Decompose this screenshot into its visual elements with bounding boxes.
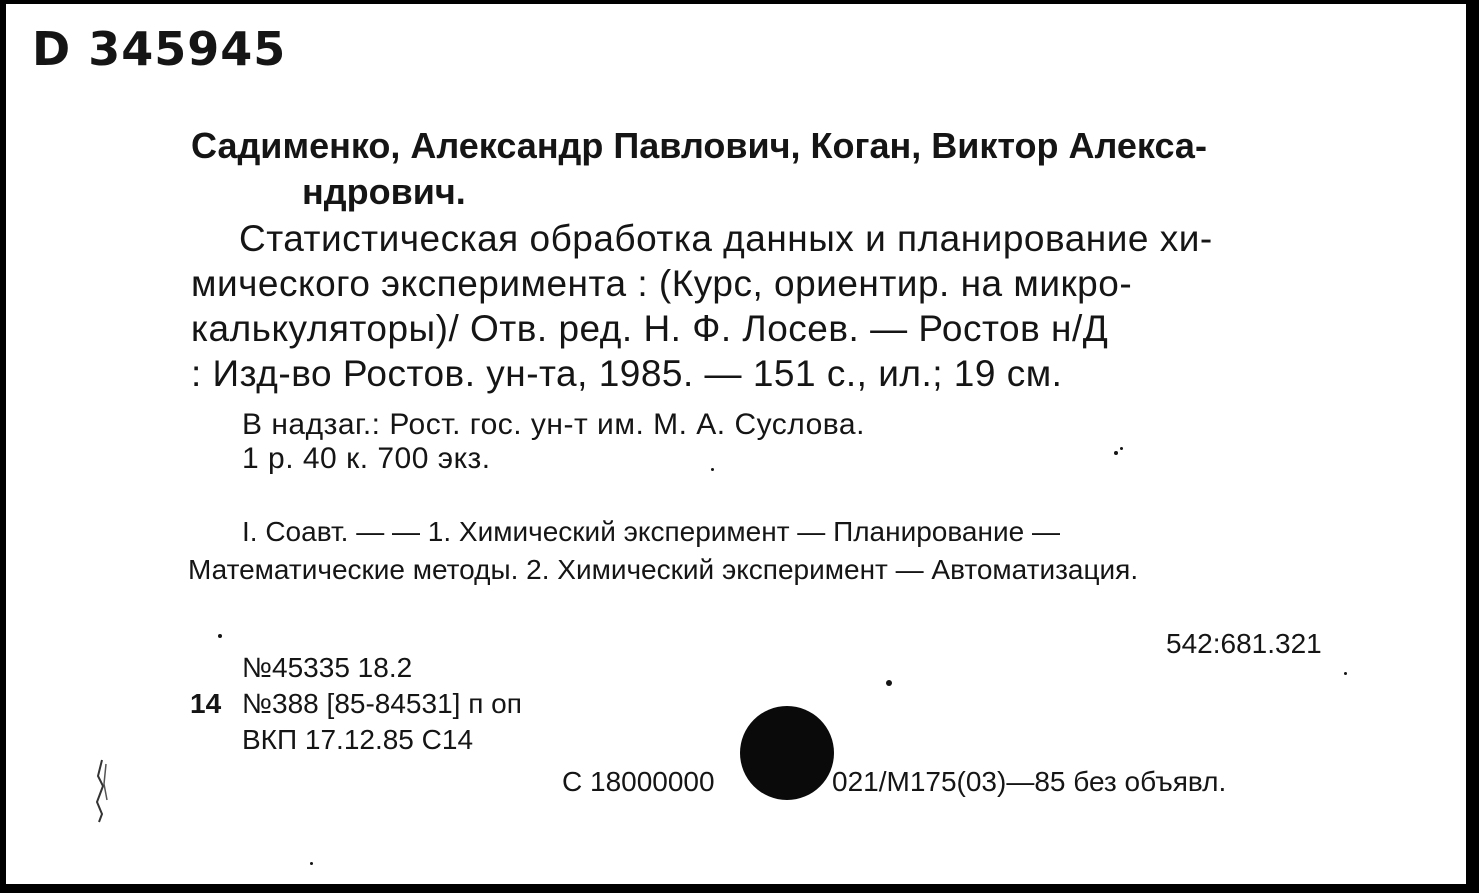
authors-line-2: ндрович. <box>302 171 466 212</box>
catalog-prefix: 14 <box>190 688 222 719</box>
subject-line-2: Математические методы. 2. Химический эксперимент — Автоматизация. <box>188 554 1139 585</box>
speck <box>310 862 313 865</box>
subject-line-1: I. Соавт. — — 1. Химический эксперимент — Планирование — <box>242 516 1060 547</box>
catalog-card <box>6 4 1466 884</box>
catalog-line-1: №45335 18.2 <box>242 652 413 683</box>
title-line-1: Статистическая обработка данных и планирование хи- <box>239 218 1213 259</box>
speck <box>711 468 714 471</box>
shelf-mark: D 345945 <box>32 22 287 76</box>
speck <box>1120 447 1123 450</box>
speck <box>1114 451 1118 455</box>
udc-code: 542:681.321 <box>1166 628 1322 659</box>
speck <box>218 634 222 638</box>
speck <box>886 680 892 686</box>
title-line-2: мического эксперимента : (Курс, ориентир. на микро- <box>191 263 1133 304</box>
title-line-4: : Изд-во Ростов. ун-та, 1985. — 151 с., ил.; 19 см. <box>191 353 1063 394</box>
index-right: 021/М175(03)—85 без объявл. <box>832 766 1227 797</box>
catalog-line-3: ВКП 17.12.85 С14 <box>242 724 474 755</box>
index-left: С 18000000 <box>562 766 715 797</box>
title-line-3: калькуляторы)/ Отв. ред. Н. Ф. Лосев. — Ростов н/Д <box>191 308 1109 349</box>
authors-line-1: Садименко, Александр Павлович, Коган, Виктор Алекса- <box>191 125 1207 166</box>
speck <box>1344 672 1347 675</box>
catalog-line-2: №388 [85-84531] п оп <box>242 688 522 719</box>
punch-hole <box>740 706 834 800</box>
note-line-2: 1 р. 40 к. 700 экз. <box>242 442 491 475</box>
note-line-1: В надзаг.: Рост. гос. ун-т им. М. А. Суслова. <box>242 408 865 441</box>
pencil-mark <box>88 756 114 826</box>
